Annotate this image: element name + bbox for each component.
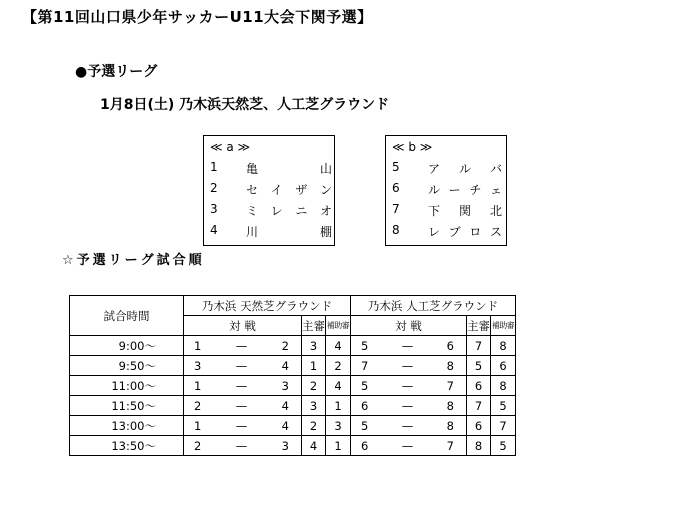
assistant-referee-team: 3 xyxy=(326,416,351,436)
team-row xyxy=(210,202,340,222)
away-team-number: 8 xyxy=(446,418,454,433)
team-number: 8 xyxy=(392,223,400,237)
match-pairing xyxy=(351,336,467,356)
table-row xyxy=(70,396,516,416)
versus-dash: — xyxy=(235,378,248,393)
team-name-char: ス xyxy=(489,225,502,239)
team-row xyxy=(210,223,340,243)
assistant-referee-team: 1 xyxy=(326,396,351,416)
versus-dash: — xyxy=(401,438,414,453)
team-row xyxy=(392,160,522,180)
match-time: 9:50～ xyxy=(70,356,184,376)
team-name xyxy=(428,202,502,219)
away-team-number: 3 xyxy=(281,438,289,453)
team-name-char: ブ xyxy=(448,225,461,239)
team-name xyxy=(246,160,332,177)
team-name-char: イ xyxy=(270,183,283,197)
team-name-char: 下 xyxy=(428,204,441,218)
away-team-number: 4 xyxy=(281,358,289,373)
versus-dash: — xyxy=(235,338,248,353)
assistant-referee-team: 5 xyxy=(491,436,516,456)
assistant-referee-header: 補助審 xyxy=(326,316,351,336)
team-number: 2 xyxy=(210,181,218,195)
team-name-char: ン xyxy=(319,183,332,197)
team-number: 3 xyxy=(210,202,218,216)
referee-team: 6 xyxy=(467,376,491,396)
away-team-number: 4 xyxy=(281,418,289,433)
referee-header: 主審 xyxy=(302,316,326,336)
match-pairing xyxy=(351,376,467,396)
team-name-char: レ xyxy=(270,204,283,218)
team-name-char: 北 xyxy=(489,204,502,218)
home-team-number: 5 xyxy=(361,418,369,433)
team-name-char: ェ xyxy=(489,183,502,197)
away-team-number: 2 xyxy=(281,338,289,353)
team-name xyxy=(246,223,332,240)
team-name xyxy=(428,223,502,240)
referee-team: 7 xyxy=(467,396,491,416)
team-row xyxy=(392,223,522,243)
team-name-char: 川 xyxy=(246,225,259,239)
away-team-number: 3 xyxy=(281,378,289,393)
versus-dash: — xyxy=(401,418,414,433)
match-pairing xyxy=(184,336,302,356)
team-number: 4 xyxy=(210,223,218,237)
assistant-referee-team: 8 xyxy=(491,376,516,396)
match-pairing xyxy=(184,436,302,456)
team-name-char: セ xyxy=(246,183,259,197)
home-team-number: 3 xyxy=(194,358,202,373)
section-heading: ●予選リーグ xyxy=(75,64,158,80)
home-team-number: 5 xyxy=(361,338,369,353)
team-name-char: ザ xyxy=(295,183,308,197)
table-row xyxy=(70,336,516,356)
referee-team: 5 xyxy=(467,356,491,376)
assistant-referee-team: 2 xyxy=(326,356,351,376)
schedule-title: ☆予選リーグ試合順 xyxy=(62,253,205,268)
away-team-number: 6 xyxy=(446,338,454,353)
referee-team: 2 xyxy=(302,416,326,436)
match-time: 11:00～ xyxy=(70,376,184,396)
team-name-char: オ xyxy=(319,204,332,218)
home-team-number: 1 xyxy=(194,338,202,353)
versus-dash: — xyxy=(235,398,248,413)
assistant-referee-team: 4 xyxy=(326,336,351,356)
match-pairing xyxy=(351,416,467,436)
versus-dash: — xyxy=(235,438,248,453)
group-b-header: ≪ b ≫ xyxy=(392,140,433,154)
group-b-box xyxy=(385,135,507,246)
match-pairing xyxy=(184,416,302,436)
versus-dash: — xyxy=(235,358,248,373)
team-name-char: バ xyxy=(489,162,502,176)
referee-team: 8 xyxy=(467,436,491,456)
versus-dash: — xyxy=(401,378,414,393)
team-number: 5 xyxy=(392,160,400,174)
home-team-number: 1 xyxy=(194,418,202,433)
home-team-number: 1 xyxy=(194,378,202,393)
assistant-referee-team: 4 xyxy=(326,376,351,396)
assistant-referee-header: 補助審 xyxy=(491,316,516,336)
versus-dash: — xyxy=(401,398,414,413)
table-row xyxy=(70,356,516,376)
match-pairing xyxy=(184,376,302,396)
match-pairing xyxy=(351,436,467,456)
team-number: 6 xyxy=(392,181,400,195)
home-team-number: 2 xyxy=(194,438,202,453)
referee-team: 3 xyxy=(302,396,326,416)
assistant-referee-team: 6 xyxy=(491,356,516,376)
match-pairing xyxy=(184,396,302,416)
table-row xyxy=(70,436,516,456)
match-time: 13:00～ xyxy=(70,416,184,436)
team-name-char: ロ xyxy=(469,225,482,239)
team-name-char: ア xyxy=(428,162,441,176)
match-time: 9:00～ xyxy=(70,336,184,356)
team-name-char: ル xyxy=(458,162,471,176)
team-number: 1 xyxy=(210,160,218,174)
assistant-referee-team: 5 xyxy=(491,396,516,416)
match-schedule-table xyxy=(69,295,516,456)
home-team-number: 5 xyxy=(361,378,369,393)
assistant-referee-team: 1 xyxy=(326,436,351,456)
home-team-number: 6 xyxy=(361,438,369,453)
away-team-number: 7 xyxy=(446,378,454,393)
document-title: 【第11回山口県少年サッカーU11大会下関予選】 xyxy=(22,8,373,26)
versus-dash: — xyxy=(401,358,414,373)
ground-header-natural: 乃木浜 天然芝グラウンド xyxy=(184,296,351,316)
match-pairing xyxy=(351,396,467,416)
team-name-char: ミ xyxy=(246,204,259,218)
date-venue-line: 1月8日(土) 乃木浜天然芝、人工芝グラウンド xyxy=(100,97,390,113)
referee-team: 3 xyxy=(302,336,326,356)
team-name xyxy=(246,181,332,198)
referee-team: 6 xyxy=(467,416,491,436)
assistant-referee-team: 7 xyxy=(491,416,516,436)
group-a-box xyxy=(203,135,335,246)
home-team-number: 7 xyxy=(361,358,369,373)
match-time: 11:50～ xyxy=(70,396,184,416)
away-team-number: 7 xyxy=(446,438,454,453)
home-team-number: 6 xyxy=(361,398,369,413)
ground-header-artificial: 乃木浜 人工芝グラウンド xyxy=(351,296,516,316)
team-name xyxy=(428,160,502,177)
referee-team: 7 xyxy=(467,336,491,356)
referee-header: 主審 xyxy=(467,316,491,336)
team-number: 7 xyxy=(392,202,400,216)
match-time: 13:50～ xyxy=(70,436,184,456)
referee-team: 2 xyxy=(302,376,326,396)
team-name-char: 関 xyxy=(458,204,471,218)
versus-dash: — xyxy=(235,418,248,433)
group-a-header: ≪ a ≫ xyxy=(210,140,251,154)
team-name xyxy=(428,181,502,198)
team-name xyxy=(246,202,332,219)
time-header: 試合時間 xyxy=(70,296,184,336)
referee-team: 4 xyxy=(302,436,326,456)
team-row xyxy=(392,181,522,201)
team-name-char: 亀 xyxy=(246,162,259,176)
team-name-char: ニ xyxy=(295,204,308,218)
away-team-number: 4 xyxy=(281,398,289,413)
team-name-char: チ xyxy=(469,183,482,197)
away-team-number: 8 xyxy=(446,398,454,413)
home-team-number: 2 xyxy=(194,398,202,413)
team-name-char: レ xyxy=(428,225,441,239)
team-row xyxy=(392,202,522,222)
match-pairing xyxy=(351,356,467,376)
team-row xyxy=(210,160,340,180)
away-team-number: 8 xyxy=(446,358,454,373)
table-header-row-1 xyxy=(70,296,516,316)
assistant-referee-team: 8 xyxy=(491,336,516,356)
referee-team: 1 xyxy=(302,356,326,376)
team-row xyxy=(210,181,340,201)
team-name-char: 山 xyxy=(319,162,332,176)
team-name-char: ル xyxy=(428,183,441,197)
versus-dash: — xyxy=(401,338,414,353)
table-row xyxy=(70,416,516,436)
table-row xyxy=(70,376,516,396)
match-header: 対 戦 xyxy=(351,316,467,336)
match-pairing xyxy=(184,356,302,376)
team-name-char: 棚 xyxy=(319,225,332,239)
team-name-char: ー xyxy=(448,183,461,197)
match-header: 対 戦 xyxy=(184,316,302,336)
